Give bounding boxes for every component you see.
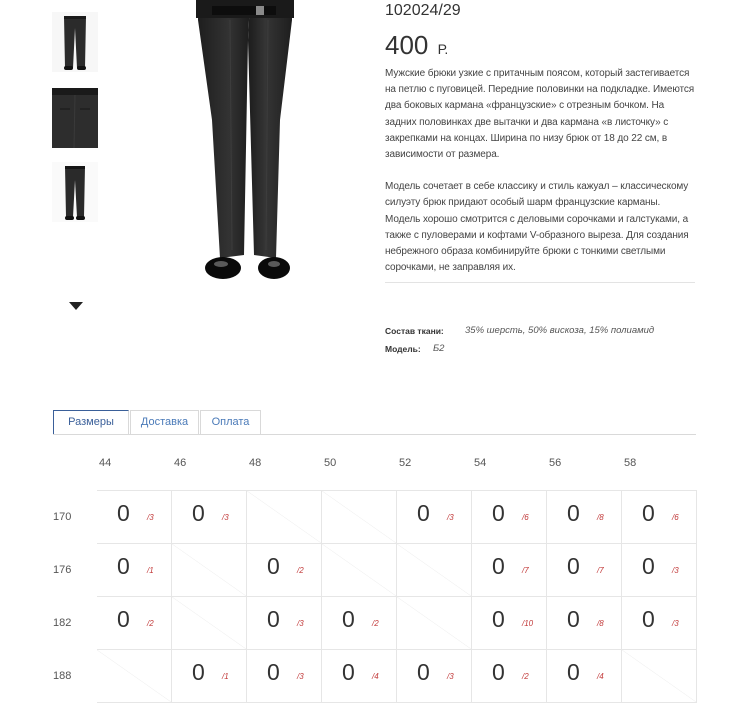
size-cell[interactable] (247, 544, 322, 597)
size-cell-unavailable (397, 597, 472, 650)
size-cell[interactable] (472, 650, 547, 703)
description-paragraph: Модель сочетает в себе классику и стиль кажуал – классическому силуэту брюк придают особый шарм французские карманы. Модель хорошо смотрится с деловыми сорочками и галстуками, а также с пуловерами и кофтами V-образного выреза. Для создания небрежного образа комбинируйте брюки с тонкими светлыми сорочками, не заправляя их. (385, 181, 689, 274)
size-cell[interactable] (247, 597, 322, 650)
fabric-value: 35% шерсть, 50% вискоза, 15% полиамид (465, 325, 655, 336)
main-product-photo[interactable] (140, 0, 360, 290)
size-header: 54 (474, 457, 487, 469)
tabs-underline (53, 434, 696, 435)
size-cell[interactable] (97, 544, 172, 597)
size-cell-quantity: 0 (267, 553, 280, 579)
trousers-waist-thumb-image (52, 88, 98, 148)
product-description (385, 66, 697, 292)
size-cell-quantity: 0 (567, 500, 580, 526)
size-header: 44 (99, 457, 112, 469)
model-value: Б2 (433, 343, 445, 354)
size-cell-stock: /3 (222, 513, 229, 522)
divider (385, 282, 695, 283)
size-cell-quantity: 0 (117, 500, 130, 526)
size-cell-quantity: 0 (492, 659, 505, 685)
size-cell[interactable] (322, 650, 397, 703)
size-cell-stock: /4 (597, 672, 604, 681)
size-cell-stock: /4 (372, 672, 379, 681)
size-cell-quantity: 0 (267, 659, 280, 685)
size-header: 48 (249, 457, 262, 469)
size-cell-stock: /3 (147, 513, 154, 522)
size-cell-stock: /2 (297, 566, 304, 575)
size-cell-quantity: 0 (192, 659, 205, 685)
size-cell[interactable] (247, 650, 322, 703)
size-cell-unavailable (172, 544, 247, 597)
size-cell-stock: /7 (522, 566, 529, 575)
model-label: Модель: (385, 344, 421, 354)
size-cell-stock: /10 (522, 619, 534, 628)
price-currency: Р. (437, 41, 449, 57)
size-cell-quantity: 0 (342, 659, 355, 685)
tab-payment[interactable]: Оплата (200, 410, 261, 434)
size-cell-unavailable (322, 491, 397, 544)
trousers-full-thumb-image (52, 162, 98, 222)
size-cell-quantity: 0 (192, 500, 205, 526)
product-sku: 102024/29 (385, 2, 461, 19)
size-cell-quantity: 0 (567, 553, 580, 579)
size-cell-unavailable (622, 650, 697, 703)
size-cell[interactable] (547, 597, 622, 650)
size-cell[interactable] (172, 491, 247, 544)
size-cell-quantity: 0 (492, 606, 505, 632)
thumbnail-trousers-back-waist[interactable] (52, 88, 98, 148)
size-cell[interactable] (472, 544, 547, 597)
thumbnail-trousers-full[interactable] (52, 162, 98, 222)
size-cell-quantity: 0 (492, 553, 505, 579)
thumbnail-trousers-front[interactable] (52, 12, 98, 72)
size-cell-quantity: 0 (642, 553, 655, 579)
size-cell-stock: /3 (297, 619, 304, 628)
size-cell-quantity: 0 (567, 606, 580, 632)
size-cell-stock: /6 (672, 513, 679, 522)
size-cell-quantity: 0 (492, 500, 505, 526)
size-cell[interactable] (472, 597, 547, 650)
size-cell-quantity: 0 (267, 606, 280, 632)
size-cell-quantity: 0 (117, 553, 130, 579)
size-header: 58 (624, 457, 637, 469)
size-header: 52 (399, 457, 412, 469)
size-cell-unavailable (247, 491, 322, 544)
size-cell-unavailable (97, 650, 172, 703)
tab-delivery[interactable]: Доставка (130, 410, 199, 434)
size-cell[interactable] (622, 491, 697, 544)
size-cell-quantity: 0 (567, 659, 580, 685)
size-header: 50 (324, 457, 337, 469)
size-cell[interactable] (622, 544, 697, 597)
height-label: 176 (53, 564, 72, 576)
size-cell-stock: /1 (222, 672, 229, 681)
size-cell-quantity: 0 (117, 606, 130, 632)
price-value: 400 (385, 30, 429, 60)
size-cell[interactable] (97, 597, 172, 650)
tab-sizes[interactable]: Размеры (53, 410, 129, 434)
size-cell[interactable] (547, 650, 622, 703)
height-label: 170 (53, 511, 72, 523)
size-cell[interactable] (397, 650, 472, 703)
size-cell-stock: /3 (447, 672, 454, 681)
size-cell-unavailable (397, 544, 472, 597)
size-table (97, 490, 697, 696)
height-label: 188 (53, 670, 72, 682)
size-cell[interactable] (547, 544, 622, 597)
size-cell[interactable] (322, 597, 397, 650)
size-cell[interactable] (397, 491, 472, 544)
size-cell-stock: /3 (672, 619, 679, 628)
height-label: 182 (53, 617, 72, 629)
size-cell-stock: /8 (597, 619, 604, 628)
size-cell-stock: /3 (672, 566, 679, 575)
size-cell-quantity: 0 (642, 500, 655, 526)
size-cell-stock: /3 (447, 513, 454, 522)
size-cell[interactable] (472, 491, 547, 544)
arrow-down-icon[interactable] (69, 302, 83, 310)
trousers-main-image (140, 0, 360, 290)
size-cell-quantity: 0 (417, 500, 430, 526)
size-cell-stock: /2 (522, 672, 529, 681)
size-cell-stock: /8 (597, 513, 604, 522)
size-cell-stock: /6 (522, 513, 529, 522)
size-cell-unavailable (172, 597, 247, 650)
size-cell-stock: /2 (372, 619, 379, 628)
fabric-label: Состав ткани: (385, 326, 444, 336)
size-cell[interactable] (547, 491, 622, 544)
size-cell[interactable] (172, 650, 247, 703)
size-cell-quantity: 0 (342, 606, 355, 632)
trousers-thumb-image (52, 12, 98, 72)
size-header: 56 (549, 457, 562, 469)
size-cell-stock: /1 (147, 566, 154, 575)
size-cell-stock: /2 (147, 619, 154, 628)
description-paragraph: Мужские брюки узкие с притачным поясом, который застегивается на петлю с пуговицей. Передние половинки на подкладке. Имеются два боковых кармана «французские» с отрезным бочком. На задних половинках две вытачки и два кармана «в листочку» с закрепками на концах. Ширина по низу брюк от 18 до 22 см, в зависимости от размера. (385, 68, 695, 161)
size-cell-stock: /7 (597, 566, 604, 575)
size-cell-unavailable (322, 544, 397, 597)
size-header: 46 (174, 457, 187, 469)
product-price (385, 30, 448, 61)
size-cell-quantity: 0 (417, 659, 430, 685)
size-cell[interactable] (97, 491, 172, 544)
size-cell-quantity: 0 (642, 606, 655, 632)
size-cell-stock: /3 (297, 672, 304, 681)
size-cell[interactable] (622, 597, 697, 650)
